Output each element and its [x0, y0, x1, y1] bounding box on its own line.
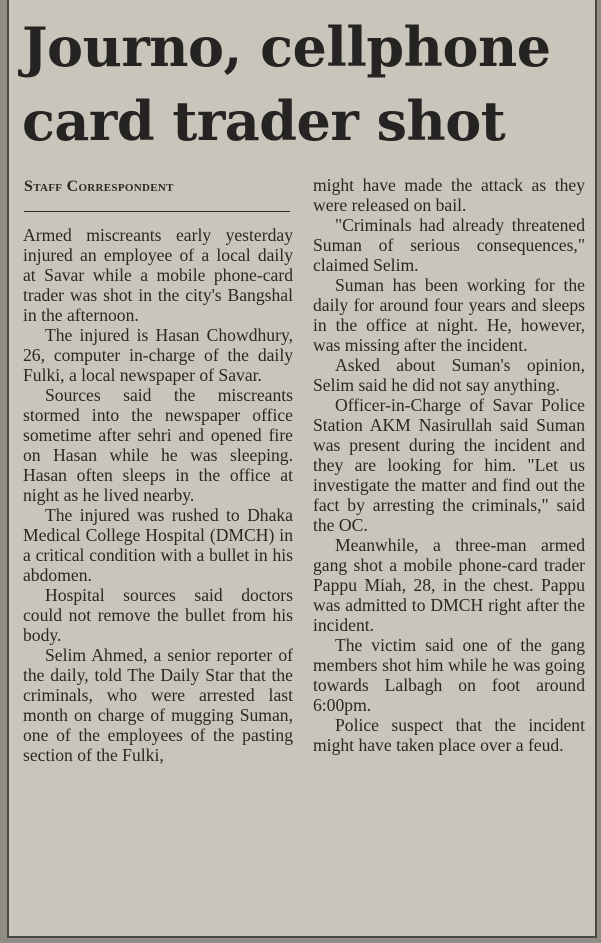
- paragraph: Officer-in-Charge of Savar Police Station AKM Nasirullah said Suman was present during the incident and they are looking for him. "Let us investigate the matter and find out the fact by arresting the criminals," said the OC.: [313, 395, 585, 535]
- byline: Staff Correspondent: [24, 178, 174, 195]
- paragraph: The victim said one of the gang members shot him while he was going towards Lalbagh on foot around 6:00pm.: [313, 635, 585, 715]
- article-column-1: [23, 225, 293, 765]
- paragraph: Armed miscreants early yesterday injured an employee of a local daily at Savar while a mobile phone-card trader was shot in the city's Bangshal in the afternoon.: [23, 225, 293, 325]
- paragraph: Police suspect that the incident might have taken place over a feud.: [313, 715, 585, 755]
- paragraph: The injured was rushed to Dhaka Medical College Hospital (DMCH) in a critical condition with a bullet in his abdomen.: [23, 505, 293, 585]
- newspaper-clipping: [7, 0, 597, 938]
- byline-rule: [24, 211, 290, 212]
- paragraph: Asked about Suman's opinion, Selim said he did not say anything.: [313, 355, 585, 395]
- paragraph: Hospital sources said doctors could not remove the bullet from his body.: [23, 585, 293, 645]
- paragraph-continuation: might have made the attack as they were released on bail.: [313, 175, 585, 215]
- paragraph: "Criminals had already threatened Suman of serious consequences," claimed Selim.: [313, 215, 585, 275]
- paragraph: The injured is Hasan Chowdhury, 26, computer in-charge of the daily Fulki, a local newspaper of Savar.: [23, 325, 293, 385]
- paragraph: Meanwhile, a three-man armed gang shot a mobile phone-card trader Pappu Miah, 28, in the chest. Pappu was admitted to DMCH right after the incident.: [313, 535, 585, 635]
- paragraph: Selim Ahmed, a senior reporter of the daily, told The Daily Star that the criminals, who were arrested last month on charge of mugging Suman, one of the employees of the pasting section of the Fulki,: [23, 645, 293, 765]
- paragraph: Sources said the miscreants stormed into the newspaper office sometime after sehri and opened fire on Hasan while he was sleeping. Hasan often sleeps in the office at night as he lived nearby.: [23, 385, 293, 505]
- headline: Journo, cellphone card trader shot: [22, 15, 551, 153]
- article-column-2: [313, 175, 585, 755]
- paragraph: Suman has been working for the daily for around four years and sleeps in the office at night. He, however, was missing after the incident.: [313, 275, 585, 355]
